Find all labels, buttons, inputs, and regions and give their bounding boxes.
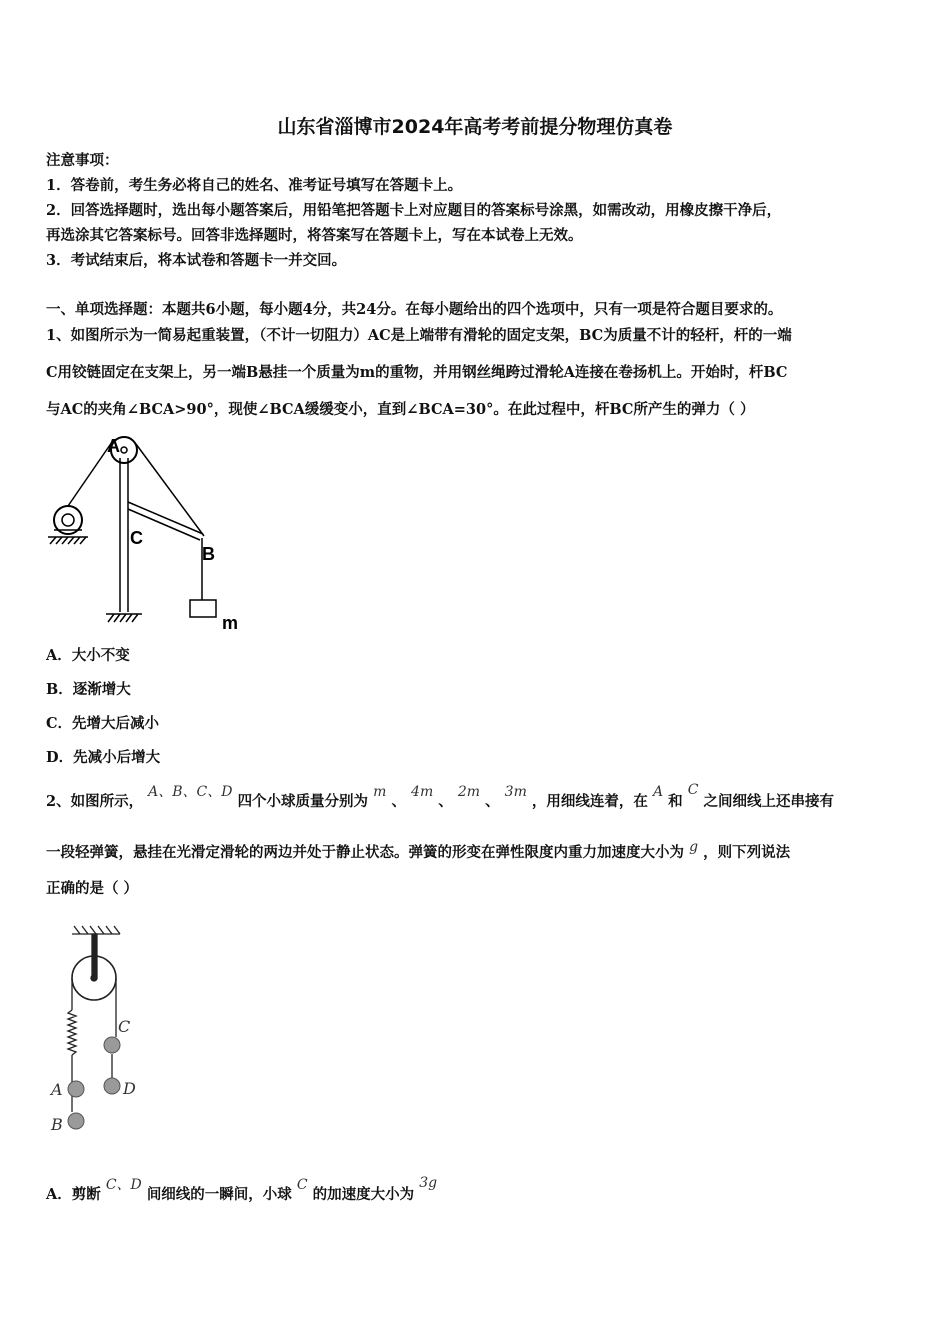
separator: 、: [391, 793, 406, 810]
label-c: C: [118, 1017, 131, 1036]
q2-line2-text: 一段轻弹簧，悬挂在光滑定滑轮的两边并处于静止状态。弹簧的形变在弹性限度内重力加速度大小为: [46, 844, 684, 861]
separator: 、: [485, 793, 500, 810]
pulley-figure: [44, 922, 154, 1142]
option-b: B．逐渐增大: [46, 681, 131, 698]
question-2-line-1: [46, 782, 834, 812]
crane-figure: [44, 430, 254, 635]
question-1-line: 1、如图所示为一简易起重装置，（不计一切阻力）AC是上端带有滑轮的固定支架，BC为质量不计的轻杆，杆的一端: [46, 327, 792, 344]
q2-option-a-mid: 间细线的一瞬间，小球: [146, 1186, 292, 1203]
q2-mass-b: 4m: [411, 784, 434, 800]
question-1-line: 与AC的夹角∠BCA>90°，现使∠BCA缓缓变小，直到∠BCA=30°。在此过程中，杆BC所产生的弹力（ ）: [46, 401, 755, 418]
ball-c: [104, 1037, 120, 1053]
q2-g: g: [689, 839, 699, 855]
q2-option-a-tail: 的加速度大小为: [312, 1186, 415, 1203]
label-c: C: [130, 528, 143, 548]
label-b: B: [51, 1115, 63, 1134]
notice-item: 再选涂其它答案标号。回答非选择题时，将答案写在答题卡上，写在本试卷上无效。: [46, 227, 583, 244]
question-1-line: C用铰链固定在支架上，另一端B悬挂一个质量为m的重物，并用钢丝绳跨过滑轮A连接在卷扬机上。开始时，杆BC: [46, 364, 788, 381]
q2-tail: 之间细线上还串接有: [703, 793, 834, 810]
q2-mass-a: m: [373, 784, 387, 800]
page-title: 山东省淄博市2024年高考考前提分物理仿真卷: [277, 116, 673, 138]
q2-option-a-prefix: A．剪断: [46, 1186, 101, 1203]
option-a: A．大小不变: [46, 647, 130, 664]
q2-balls: A、B、C、D: [148, 784, 233, 800]
ball-b: [68, 1113, 84, 1129]
q2-option-a-cd: C、D: [105, 1177, 142, 1193]
q2-prefix: 2、如图所示，: [46, 793, 144, 810]
notice-heading: 注意事项：: [46, 152, 119, 169]
q2-ball-c: C: [687, 782, 699, 798]
label-b: B: [202, 544, 215, 564]
label-a: A: [107, 436, 120, 456]
q2-ball-a: A: [652, 784, 664, 800]
q2-line2-tail: ，则下列说法: [703, 844, 791, 861]
question-2-line-3: 正确的是（ ）: [46, 880, 139, 897]
q2-mass-c: 2m: [457, 784, 481, 800]
notice-item: 3．考试结束后，将本试卷和答题卡一并交回。: [46, 252, 347, 269]
separator: 、: [438, 793, 453, 810]
option-d: D．先减小后增大: [46, 749, 161, 766]
q2-mid: 四个小球质量分别为: [237, 793, 369, 810]
q2-option-a-value: 3g: [419, 1175, 438, 1191]
question-2-line-2: [46, 839, 791, 863]
q2-mid2: ，用细线连着，在: [531, 793, 648, 810]
label-m: m: [222, 613, 239, 633]
ball-d: [104, 1078, 120, 1094]
notice-item: 2．回答选择题时，选出每小题答案后，用铅笔把答题卡上对应题目的答案标号涂黑，如需改动，用橡皮擦干净后，: [46, 202, 782, 219]
option-c: C．先增大后减小: [46, 715, 160, 732]
notice-item: 1．答卷前，考生务必将自己的姓名、准考证号填写在答题卡上。: [46, 177, 463, 194]
q2-option-a-c: C: [296, 1177, 308, 1193]
section-heading: 一、单项选择题：本题共6小题，每小题4分，共24分。在每小题给出的四个选项中，只有一项是符合题目要求的。: [46, 301, 783, 318]
label-a: A: [51, 1080, 63, 1099]
q2-and: 和: [668, 793, 683, 810]
label-d: D: [123, 1079, 136, 1098]
q2-option-a: [46, 1175, 438, 1204]
q2-mass-d: 3m: [504, 784, 527, 800]
ball-a: [68, 1081, 84, 1097]
